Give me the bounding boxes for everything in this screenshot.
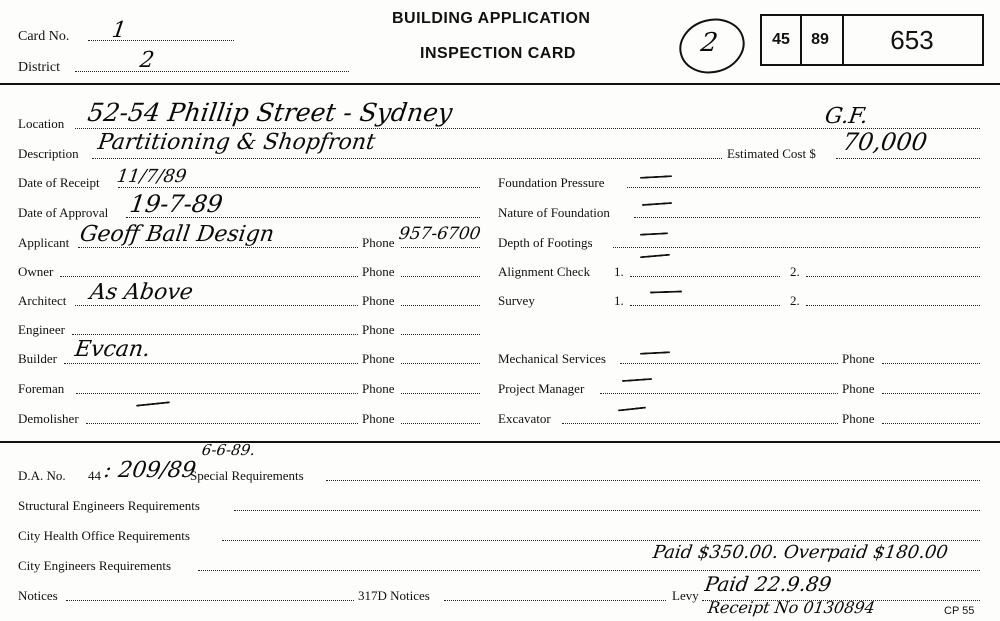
notices-label: Notices [18, 588, 58, 603]
alignment-check-num-1: 1. [614, 264, 624, 279]
card-no-label: Card No. [18, 29, 70, 44]
project-manager-label: Project Manager [498, 381, 585, 396]
demolisher-phone-label: Phone [362, 411, 395, 426]
receipt-value[interactable]: Receipt No 0130894 [706, 598, 877, 617]
alignment-check-label: Alignment Check [498, 264, 591, 279]
project-manager-phone-label: Phone [842, 381, 875, 396]
description-value[interactable]: Partitioning & Shopfront [96, 130, 377, 155]
form-code: CP 55 [944, 605, 975, 617]
dash-mark [640, 351, 670, 355]
da-no-value[interactable]: : 209/89 [102, 458, 198, 483]
builder-line [64, 363, 358, 364]
applicant-phone-label: Phone [362, 235, 395, 250]
da-no-date[interactable]: 6-6-89. [200, 441, 257, 459]
dash-mark [640, 232, 668, 235]
nature-of-foundation-label: Nature of Foundation [498, 205, 610, 220]
date-of-receipt-label: Date of Receipt [18, 175, 100, 190]
dash-mark [640, 175, 672, 179]
notices-line [66, 600, 354, 601]
date-of-approval-value[interactable]: 19-7-89 [128, 190, 225, 218]
special-requirements-label: Special Requirements [190, 468, 304, 483]
foreman-label: Foreman [18, 381, 65, 396]
lower-divider [0, 441, 1000, 443]
card-no-value[interactable]: 1 [110, 18, 128, 43]
project-manager-line [600, 393, 838, 394]
alignment-check-line-1 [630, 276, 780, 277]
builder-phone-line [401, 363, 480, 364]
city-engineers-value[interactable]: Paid $350.00. Overpaid $180.00 [651, 542, 950, 563]
dash-mark [136, 401, 170, 407]
ref-box-b-value: 89 [811, 31, 829, 48]
builder-value[interactable]: Evcan. [73, 337, 152, 362]
builder-phone-label: Phone [362, 351, 395, 366]
demolisher-line [86, 423, 358, 424]
excavator-phone-line [882, 423, 980, 424]
demolisher-label: Demolisher [18, 411, 79, 426]
district-line [75, 71, 349, 72]
levy-value[interactable]: Paid 22.9.89 [703, 572, 834, 596]
date-of-receipt-value[interactable]: 11/7/89 [115, 166, 188, 187]
survey-line-1 [630, 305, 780, 306]
owner-phone-label: Phone [362, 264, 395, 279]
mechanical-services-phone-line [882, 363, 980, 364]
mechanical-services-line [620, 363, 838, 364]
description-label: Description [18, 146, 79, 161]
applicant-phone-line [401, 247, 480, 248]
dash-mark [622, 378, 652, 382]
dash-mark [642, 202, 672, 206]
owner-phone-line [401, 276, 480, 277]
architect-line [75, 305, 358, 306]
mechanical-services-phone-label: Phone [842, 351, 875, 366]
location-label: Location [18, 116, 65, 131]
ref-box-number-value: 653 [890, 24, 934, 55]
date-of-receipt-line [118, 187, 480, 188]
form-title-line1: BUILDING APPLICATION [392, 10, 591, 27]
excavator-phone-label: Phone [842, 411, 875, 426]
survey-num-1: 1. [614, 293, 624, 308]
survey-label: Survey [498, 293, 535, 308]
estimated-cost-value[interactable]: 70,000 [841, 128, 929, 156]
date-of-approval-label: Date of Approval [18, 205, 109, 220]
applicant-value[interactable]: Geoff Ball Design [78, 222, 276, 247]
structural-engineers-label: Structural Engineers Requirements [18, 498, 200, 513]
dash-mark [650, 290, 682, 293]
applicant-label: Applicant [18, 235, 70, 250]
city-health-line [222, 540, 980, 541]
architect-phone-line [401, 305, 480, 306]
notices-317d-line [444, 600, 666, 601]
foundation-pressure-label: Foundation Pressure [498, 175, 605, 190]
engineer-line [72, 334, 358, 335]
da-no-prefix: 44 [88, 468, 101, 483]
header-divider [0, 83, 1000, 85]
ref-box-a [760, 14, 802, 66]
form-title-line2: INSPECTION CARD [420, 45, 576, 62]
city-engineers-line [198, 570, 980, 571]
depth-of-footings-line [613, 247, 980, 248]
depth-of-footings-label: Depth of Footings [498, 235, 593, 250]
special-requirements-line [326, 480, 980, 481]
architect-value[interactable]: As Above [88, 280, 195, 305]
applicant-phone-value[interactable]: 957-6700 [397, 224, 482, 244]
project-manager-phone-line [882, 393, 980, 394]
estimated-cost-label: Estimated Cost $ [727, 146, 816, 161]
demolisher-phone-line [401, 423, 480, 424]
engineer-phone-label: Phone [362, 322, 395, 337]
survey-num-2: 2. [790, 293, 800, 308]
dash-mark [618, 407, 646, 412]
ref-box-b [798, 14, 844, 66]
alignment-check-num-2: 2. [790, 264, 800, 279]
mechanical-services-label: Mechanical Services [498, 351, 606, 366]
engineer-label: Engineer [18, 322, 65, 337]
architect-label: Architect [18, 293, 67, 308]
excavator-label: Excavator [498, 411, 551, 426]
foreman-line [76, 393, 358, 394]
alignment-check-line-2 [806, 276, 980, 277]
engineer-phone-line [401, 334, 480, 335]
builder-label: Builder [18, 351, 57, 366]
applicant-line [78, 247, 358, 248]
estimated-cost-line [836, 158, 980, 159]
description-line [92, 158, 722, 159]
owner-label: Owner [18, 264, 54, 279]
circled-number: 2 [698, 28, 720, 58]
ref-box-a-value: 45 [772, 31, 790, 48]
city-engineers-label: City Engineers Requirements [18, 558, 172, 573]
location-value[interactable]: 52-54 Phillip Street - Sydney [85, 98, 455, 127]
levy-label: Levy [672, 588, 699, 603]
district-value[interactable]: 2 [138, 48, 156, 73]
structural-engineers-line [234, 510, 980, 511]
foundation-pressure-line [627, 187, 980, 188]
district-label: District [18, 60, 60, 75]
foreman-phone-label: Phone [362, 381, 395, 396]
owner-line [60, 276, 358, 277]
dash-mark [640, 254, 670, 259]
survey-line-2 [806, 305, 980, 306]
nature-of-foundation-line [634, 217, 980, 218]
foreman-phone-line [401, 393, 480, 394]
notices-317d-label: 317D Notices [358, 588, 430, 603]
location-suffix[interactable]: G.F. [823, 104, 870, 129]
ref-box-number [842, 14, 984, 66]
city-health-label: City Health Office Requirements [18, 528, 190, 543]
da-no-label: D.A. No. [18, 468, 66, 483]
excavator-line [562, 423, 838, 424]
architect-phone-label: Phone [362, 293, 395, 308]
